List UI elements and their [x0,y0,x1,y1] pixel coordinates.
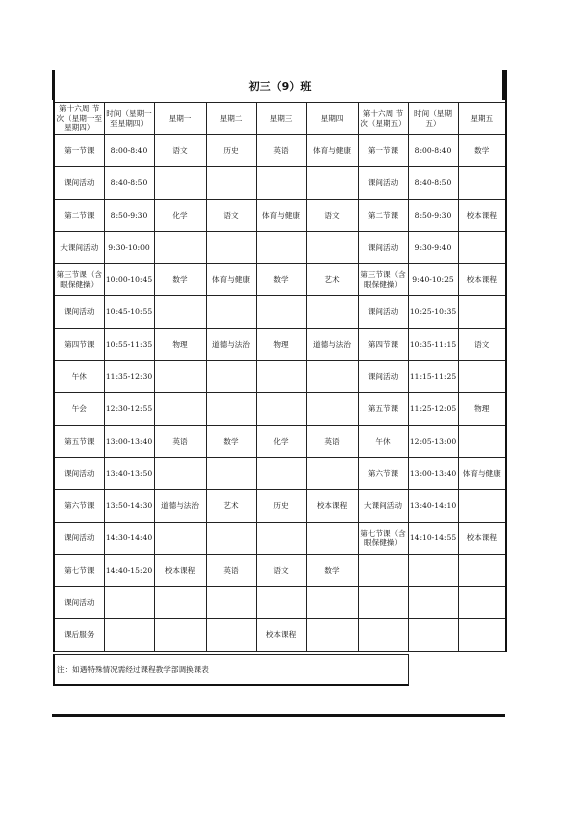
cell-friday-period: 第三节课（含眼保健操） [358,264,408,296]
cell-period: 第二节课 [54,199,104,231]
cell-wednesday: 数学 [256,264,306,296]
cell-time: 13:40-13:50 [104,457,154,489]
table-row [54,587,506,619]
cell-time: 10:55-11:35 [104,328,154,360]
cell-friday-time [408,554,458,586]
cell-time [104,619,154,651]
cell-tuesday [206,619,256,651]
cell-tuesday [206,296,256,328]
cell-tuesday [206,522,256,554]
cell-monday: 语文 [154,135,206,167]
cell-friday: 数学 [458,135,506,167]
cell-thursday: 语文 [306,199,358,231]
cell-friday-period: 第四节课 [358,328,408,360]
cell-period: 课间活动 [54,296,104,328]
cell-wednesday: 英语 [256,135,306,167]
table-row [54,167,506,199]
table-row [54,457,506,489]
timetable [53,102,507,652]
cell-friday [458,361,506,393]
cell-thursday [306,231,358,263]
cell-tuesday: 艺术 [206,490,256,522]
cell-period: 第六节课 [54,490,104,522]
cell-friday-time: 9:30-9:40 [408,231,458,263]
table-row [54,264,506,296]
cell-friday-period: 第一节课 [358,135,408,167]
cell-time [104,587,154,619]
cell-monday [154,457,206,489]
cell-friday-period: 第十六周 节次（星期五） [358,103,408,135]
cell-friday-period: 课间活动 [358,231,408,263]
cell-monday [154,587,206,619]
cell-friday-time [408,587,458,619]
cell-monday [154,619,206,651]
cell-friday: 校本课程 [458,522,506,554]
cell-period: 第十六周 节次（星期一至星期四） [54,103,104,135]
cell-friday-period: 第五节课 [358,393,408,425]
cell-friday-time: 14:10-14:55 [408,522,458,554]
cell-time: 11:35-12:30 [104,361,154,393]
cell-tuesday [206,393,256,425]
class-title: 初三（9）班 [53,70,507,102]
cell-friday-period: 课间活动 [358,167,408,199]
cell-time: 时间（星期一至星期四） [104,103,154,135]
cell-period: 课后服务 [54,619,104,651]
table-row [54,554,506,586]
cell-monday: 数学 [154,264,206,296]
cell-period: 第五节课 [54,425,104,457]
cell-time: 14:40-15:20 [104,554,154,586]
cell-wednesday [256,361,306,393]
cell-wednesday: 历史 [256,490,306,522]
cell-tuesday [206,587,256,619]
cell-friday-period [358,619,408,651]
cell-monday [154,296,206,328]
table-row [54,328,506,360]
table-row [54,522,506,554]
cell-wednesday [256,167,306,199]
cell-time: 10:00-10:45 [104,264,154,296]
cell-time: 10:45-10:55 [104,296,154,328]
cell-friday: 校本课程 [458,199,506,231]
cell-friday: 物理 [458,393,506,425]
cell-period: 午休 [54,361,104,393]
cell-tuesday [206,231,256,263]
bottom-rule [52,714,505,717]
cell-time: 13:50-14:30 [104,490,154,522]
cell-tuesday: 语文 [206,199,256,231]
cell-tuesday: 数学 [206,425,256,457]
table-row [54,296,506,328]
cell-thursday: 数学 [306,554,358,586]
cell-monday: 化学 [154,199,206,231]
cell-wednesday: 语文 [256,554,306,586]
cell-thursday [306,587,358,619]
cell-thursday [306,167,358,199]
cell-tuesday [206,361,256,393]
cell-monday: 英语 [154,425,206,457]
table-row [54,231,506,263]
cell-time: 9:30-10:00 [104,231,154,263]
cell-monday [154,167,206,199]
cell-tuesday [206,167,256,199]
cell-friday: 校本课程 [458,264,506,296]
cell-tuesday: 体育与健康 [206,264,256,296]
cell-friday [458,296,506,328]
cell-friday [458,554,506,586]
cell-wednesday: 星期三 [256,103,306,135]
cell-friday-time: 11:25-12:05 [408,393,458,425]
cell-thursday: 艺术 [306,264,358,296]
cell-friday [458,490,506,522]
cell-period: 第七节课 [54,554,104,586]
cell-thursday [306,393,358,425]
cell-time: 12:30-12:55 [104,393,154,425]
cell-period: 课间活动 [54,167,104,199]
cell-thursday [306,296,358,328]
cell-friday: 体育与健康 [458,457,506,489]
cell-thursday: 英语 [306,425,358,457]
cell-friday-time [408,619,458,651]
cell-time: 13:00-13:40 [104,425,154,457]
cell-period: 课间活动 [54,522,104,554]
cell-monday: 物理 [154,328,206,360]
cell-wednesday [256,393,306,425]
cell-time: 8:40-8:50 [104,167,154,199]
cell-friday-time: 13:40-14:10 [408,490,458,522]
cell-wednesday [256,522,306,554]
cell-friday-time: 12:05-13:00 [408,425,458,457]
cell-period: 午会 [54,393,104,425]
cell-thursday [306,361,358,393]
cell-thursday: 道德与法治 [306,328,358,360]
cell-monday: 道德与法治 [154,490,206,522]
cell-wednesday: 化学 [256,425,306,457]
cell-friday-time: 10:25-10:35 [408,296,458,328]
table-row [54,393,506,425]
cell-period: 第三节课（含眼保健操） [54,264,104,296]
cell-period: 大课间活动 [54,231,104,263]
cell-friday-time: 10:35-11:15 [408,328,458,360]
cell-friday: 语文 [458,328,506,360]
cell-wednesday: 校本课程 [256,619,306,651]
cell-friday-period: 午休 [358,425,408,457]
cell-thursday [306,522,358,554]
cell-friday-time: 8:40-8:50 [408,167,458,199]
cell-period: 课间活动 [54,587,104,619]
cell-period: 第四节课 [54,328,104,360]
table-row [54,425,506,457]
header-row [54,103,506,135]
cell-monday [154,393,206,425]
cell-friday: 星期五 [458,103,506,135]
cell-time: 8:00-8:40 [104,135,154,167]
cell-tuesday: 英语 [206,554,256,586]
cell-time: 14:30-14:40 [104,522,154,554]
cell-thursday [306,457,358,489]
cell-monday [154,361,206,393]
cell-thursday: 星期四 [306,103,358,135]
note: 注：如遇特殊情况需经过课程教学部调换课表 [53,654,409,686]
cell-friday [458,619,506,651]
cell-friday-period: 大课间活动 [358,490,408,522]
cell-friday-period: 第七节课（含眼保健操） [358,522,408,554]
cell-wednesday [256,231,306,263]
cell-friday [458,167,506,199]
cell-time: 8:50-9:30 [104,199,154,231]
cell-wednesday: 物理 [256,328,306,360]
table-row [54,490,506,522]
cell-friday-period: 第二节课 [358,199,408,231]
table-row [54,619,506,651]
cell-monday [154,231,206,263]
cell-thursday: 校本课程 [306,490,358,522]
cell-wednesday [256,296,306,328]
cell-friday-period [358,554,408,586]
cell-period: 课间活动 [54,457,104,489]
cell-friday [458,425,506,457]
cell-tuesday [206,457,256,489]
cell-friday-time: 13:00-13:40 [408,457,458,489]
cell-friday-time: 8:00-8:40 [408,135,458,167]
cell-friday-period: 课间活动 [358,296,408,328]
cell-friday-period [358,587,408,619]
cell-thursday: 体育与健康 [306,135,358,167]
cell-friday [458,231,506,263]
cell-thursday [306,619,358,651]
cell-friday-time: 时间（星期五） [408,103,458,135]
cell-monday [154,522,206,554]
table-row [54,199,506,231]
table-row [54,361,506,393]
cell-friday-time: 8:50-9:30 [408,199,458,231]
cell-wednesday [256,587,306,619]
cell-friday-period: 第六节课 [358,457,408,489]
cell-tuesday: 星期二 [206,103,256,135]
cell-monday: 校本课程 [154,554,206,586]
cell-tuesday: 历史 [206,135,256,167]
cell-friday-time: 11:15-11:25 [408,361,458,393]
cell-friday [458,587,506,619]
cell-friday-period: 课间活动 [358,361,408,393]
cell-monday: 星期一 [154,103,206,135]
cell-period: 第一节课 [54,135,104,167]
cell-wednesday [256,457,306,489]
cell-tuesday: 道德与法治 [206,328,256,360]
table-row [54,135,506,167]
cell-wednesday: 体育与健康 [256,199,306,231]
cell-friday-time: 9:40-10:25 [408,264,458,296]
